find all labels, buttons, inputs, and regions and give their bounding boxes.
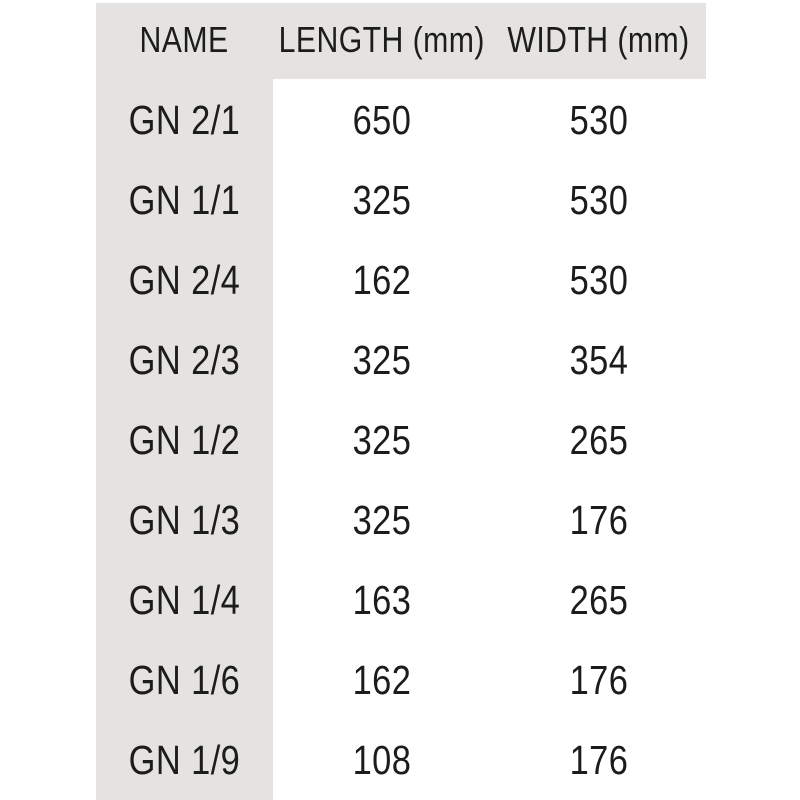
row-5-name-cell [96,480,273,560]
row-4-length-cell [273,400,491,480]
row-4-name-cell [96,400,273,480]
length-value: 162 [352,656,412,703]
width-value: 265 [569,576,628,623]
column-header-name [96,0,273,80]
name-value: GN 1/9 [128,736,241,783]
name-value: GN 2/3 [128,336,241,383]
length-value: 325 [352,496,412,543]
name-value: GN 1/4 [128,576,241,623]
length-value: 325 [352,336,412,383]
width-value: 176 [569,656,628,703]
width-value: 265 [569,416,628,463]
row-7-name-cell [96,640,273,720]
length-value: 325 [352,416,412,463]
row-1-width-cell [491,160,706,240]
name-value: GN 1/6 [128,656,241,703]
row-3-width-cell [491,320,706,400]
width-value: 530 [569,176,628,223]
column-header-length-label: LENGTH (mm) [278,19,486,60]
row-3-length-cell [273,320,491,400]
width-value: 354 [569,336,628,383]
row-8-length-cell [273,720,491,800]
column-header-length [273,0,491,80]
row-7-length-cell [273,640,491,720]
width-value: 176 [569,496,628,543]
name-value: GN 1/1 [128,176,241,223]
row-6-width-cell [491,560,706,640]
width-value: 530 [569,256,628,303]
row-6-length-cell [273,560,491,640]
row-6-name-cell [96,560,273,640]
row-0-width-cell [491,80,706,160]
row-8-name-cell [96,720,273,800]
column-header-width [491,0,706,80]
length-value: 108 [352,736,412,783]
row-4-width-cell [491,400,706,480]
row-3-name-cell [96,320,273,400]
width-value: 176 [569,736,628,783]
width-value: 530 [569,96,628,143]
name-value: GN 1/3 [128,496,241,543]
name-value: GN 2/1 [128,96,241,143]
row-2-name-cell [96,240,273,320]
row-5-length-cell [273,480,491,560]
row-0-length-cell [273,80,491,160]
row-2-length-cell [273,240,491,320]
row-2-width-cell [491,240,706,320]
length-value: 162 [352,256,412,303]
row-7-width-cell [491,640,706,720]
row-1-name-cell [96,160,273,240]
length-value: 325 [352,176,412,223]
column-header-width-label: WIDTH (mm) [507,19,690,60]
row-1-length-cell [273,160,491,240]
row-8-width-cell [491,720,706,800]
size-table [96,0,706,800]
row-5-width-cell [491,480,706,560]
name-value: GN 1/2 [128,416,241,463]
row-0-name-cell [96,80,273,160]
column-header-name-label: NAME [139,19,230,60]
name-value: GN 2/4 [128,256,241,303]
length-value: 163 [352,576,412,623]
length-value: 650 [352,96,412,143]
